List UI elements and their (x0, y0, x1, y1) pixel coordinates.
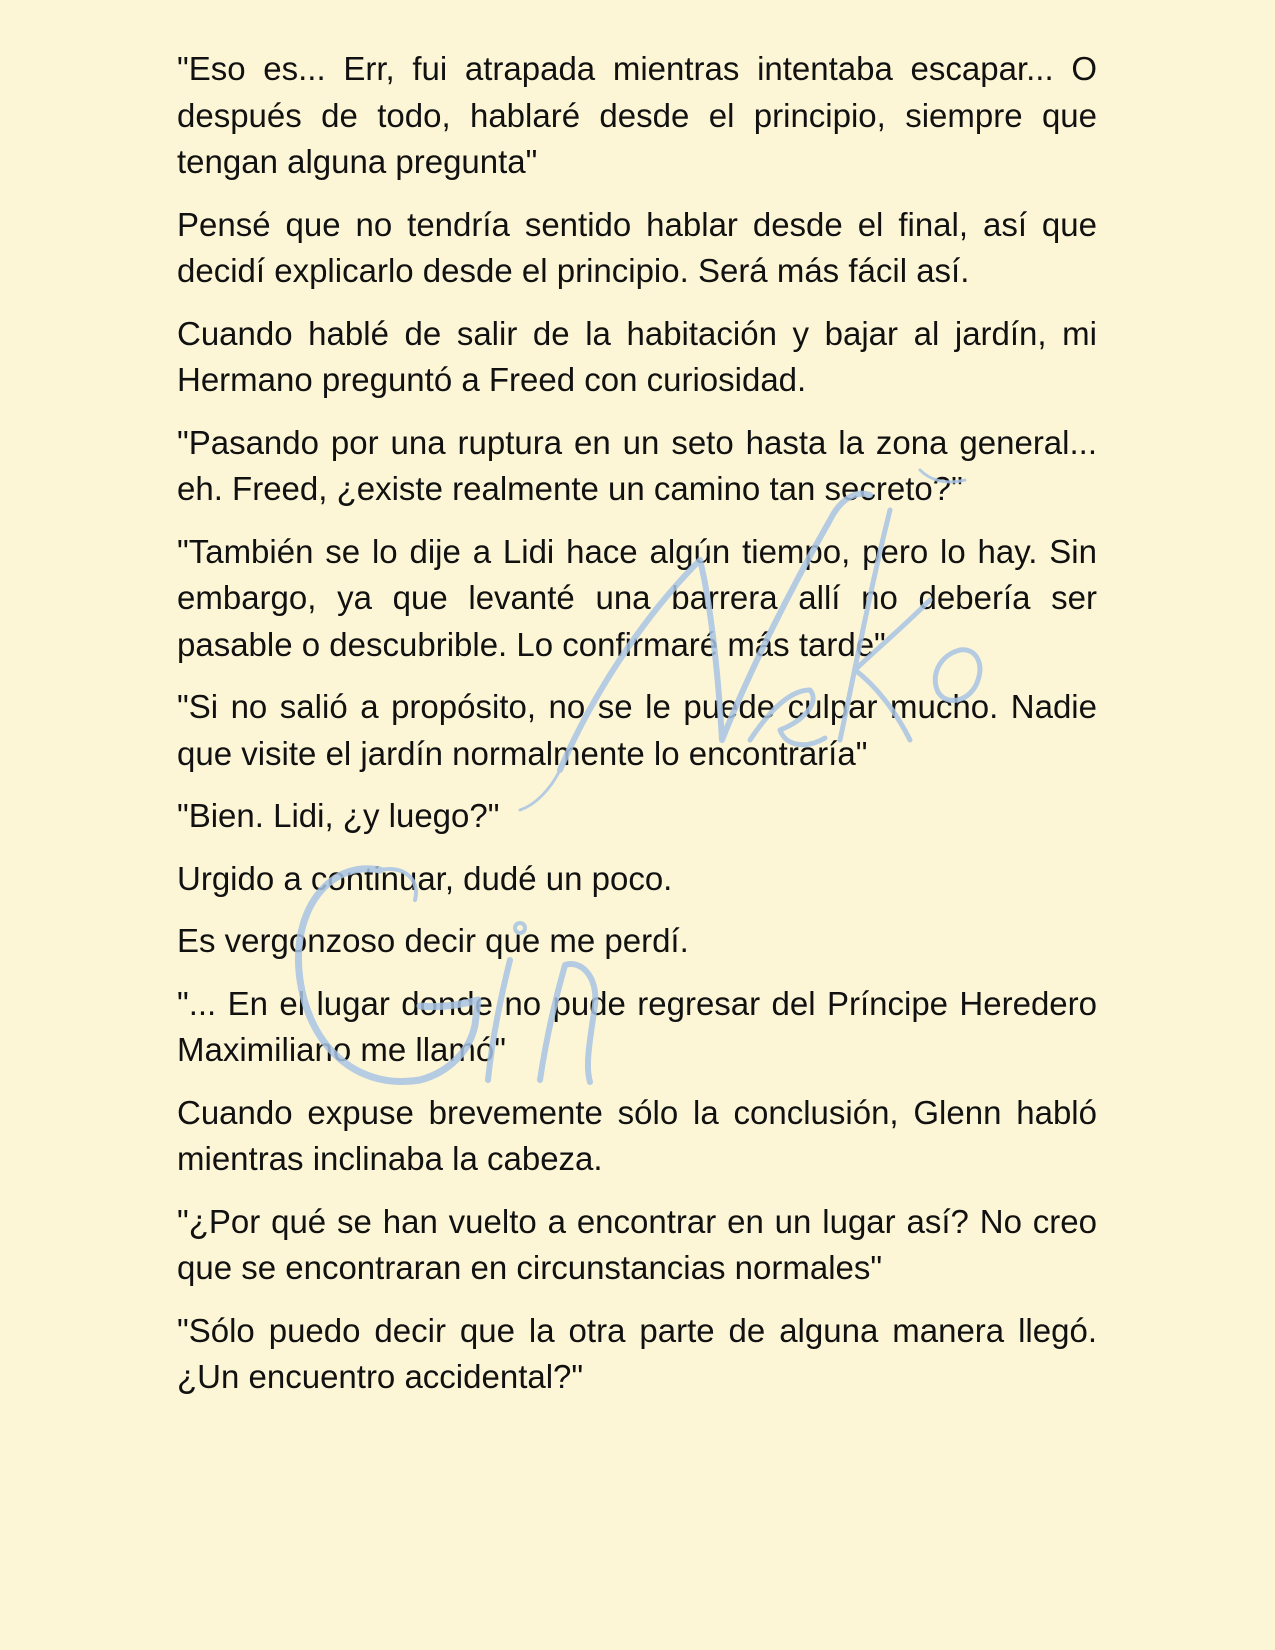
paragraph: Cuando expuse brevemente sólo la conclusión, Glenn habló mientras inclinaba la cabeza. (177, 1093, 1097, 1177)
paragraph: "Eso es... Err, fui atrapada mientras intentaba escapar... O después de todo, hablaré desde el principio, siempre que tengan alguna pregunta" (177, 50, 1097, 180)
paragraph: Es vergonzoso decir que me perdí. (177, 922, 689, 959)
paragraph: Pensé que no tendría sentido hablar desde el final, así que decidí explicarlo desde el principio. Será más fácil así. (177, 205, 1097, 289)
paragraph: Urgido a continuar, dudé un poco. (177, 859, 673, 897)
paragraph: "Sólo puedo decir que la otra parte de alguna manera llegó. ¿Un encuentro accidental?" (177, 1311, 1097, 1395)
paragraph: Cuando hablé de salir de la habitación y bajar al jardín, mi Hermano preguntó a Freed con curiosidad. (177, 314, 1097, 398)
paragraph: "Pasando por una ruptura en un seto hasta la zona general... eh. Freed, ¿existe realmente un camino tan secreto?" (177, 423, 1097, 507)
paragraph: "... En el lugar donde no pude regresar del Príncipe Heredero Maximiliano me llamó" (177, 984, 1097, 1068)
paragraph: "Bien. Lidi, ¿y luego?" (177, 797, 500, 834)
body-text (177, 46, 1097, 1417)
paragraph: "También se lo dije a Lidi hace algún tiempo, pero lo hay. Sin embargo, ya que levanté una barrera allí no debería ser pasable o descubrible. Lo confirmaré más tarde" (177, 532, 1097, 663)
paragraph: "Si no salió a propósito, no se le puede culpar mucho. Nadie que visite el jardín normalmente lo encontraría" (177, 688, 1097, 772)
paragraph: "¿Por qué se han vuelto a encontrar en un lugar así? No creo que se encontraran en circunstancias normales" (177, 1202, 1097, 1286)
